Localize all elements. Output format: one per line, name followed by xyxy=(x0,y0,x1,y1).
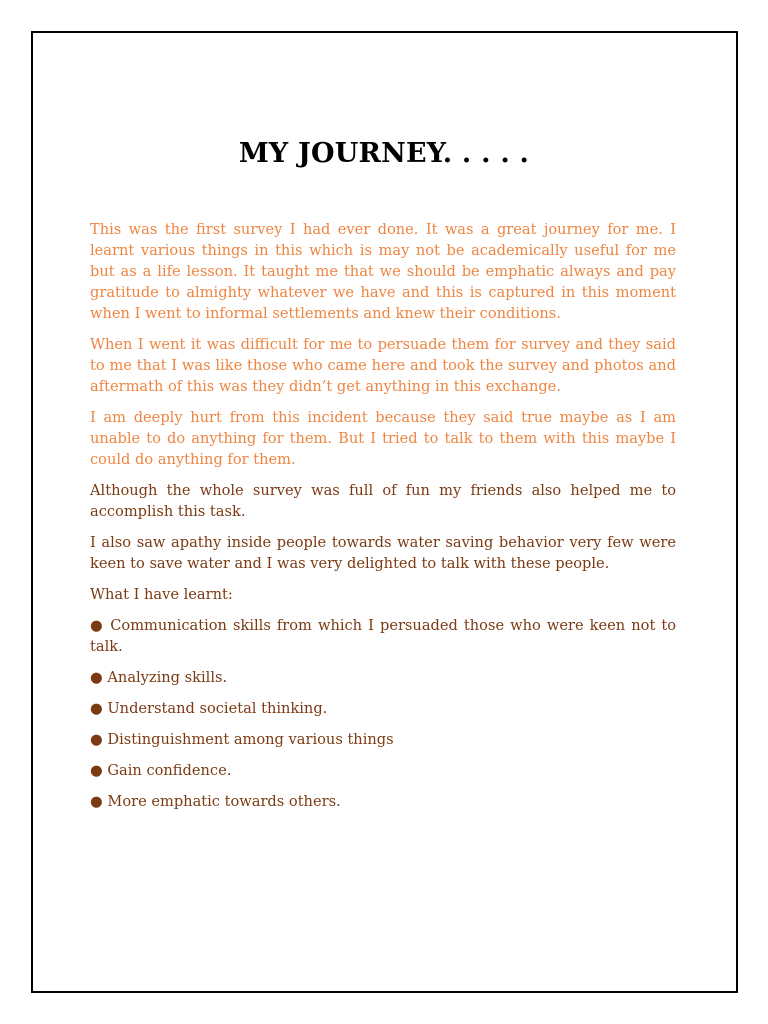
bullet-item xyxy=(90,729,676,750)
bullet-icon: ● xyxy=(90,700,103,717)
document-body xyxy=(90,219,676,822)
bullet-text: Communication skills from which I persuaded those who were keen not to talk. xyxy=(90,617,677,655)
bullet-item xyxy=(90,615,676,657)
bullet-icon: ● xyxy=(90,731,103,748)
paragraph-fun-friends: Although the whole survey was full of fun my friends also helped me to accomplish this task. xyxy=(90,482,676,520)
bullet-item xyxy=(90,667,676,688)
bullet-icon: ● xyxy=(90,793,103,810)
bullet-icon: ● xyxy=(90,669,103,686)
paragraph-apathy: I also saw apathy inside people towards water saving behavior very few were keen to save water and I was very delighted to talk with these people. xyxy=(90,534,676,572)
bullet-item xyxy=(90,791,676,812)
bullet-icon: ● xyxy=(90,762,103,779)
bullet-icon: ● xyxy=(90,617,105,634)
page-title: MY JOURNEY. . . . . xyxy=(238,138,530,169)
bullet-item xyxy=(90,698,676,719)
paragraph-first-survey: This was the first survey I had ever done. It was a great journey for me. I learnt various things in this which is may not be academically useful for me but as a life lesson. It taught me that we should be emphatic always and pay gratitude to almighty whatever we have and this is captured in this moment when I went to informal settlements and knew their conditions. xyxy=(90,221,676,322)
bullet-text: Distinguishment among various things xyxy=(107,731,394,748)
bullet-text: Gain confidence. xyxy=(107,762,232,779)
paragraph-persuade: When I went it was difficult for me to persuade them for survey and they said to me that I was like those who came here and took the survey and photos and aftermath of this was they didn’t get anything in this exchange. xyxy=(90,336,676,395)
paragraph-deeply-hurt: I am deeply hurt from this incident because they said true maybe as I am unable to do anything for them. But I tried to talk to them with this maybe I could do anything for them. xyxy=(90,409,676,468)
paragraph-what-learnt: What I have learnt: xyxy=(90,586,233,603)
bullet-text: More emphatic towards others. xyxy=(107,793,341,810)
bullet-text: Understand societal thinking. xyxy=(107,700,328,717)
bullet-item xyxy=(90,760,676,781)
bullet-text: Analyzing skills. xyxy=(107,669,228,686)
